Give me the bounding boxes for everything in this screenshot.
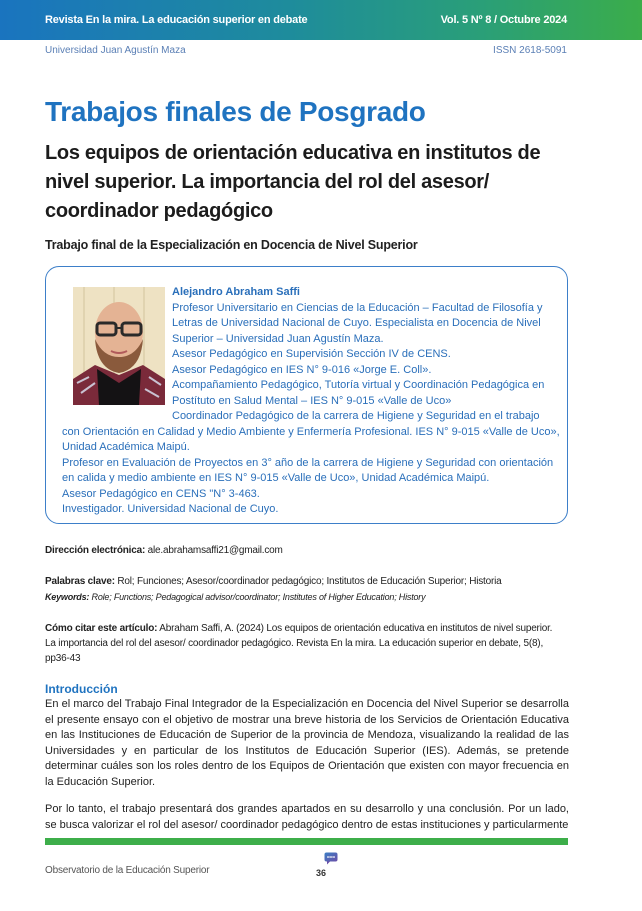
author-bio-line: Coordinador Pedagógico de la carrera de Higiene y Seguridad en el trabajo xyxy=(172,410,540,422)
issn: ISSN 2618-5091 xyxy=(493,45,567,56)
intro-heading: Introducción xyxy=(45,682,118,696)
section-title: Trabajos finales de Posgrado xyxy=(45,96,426,127)
article-title: Los equipos de orientación educativa en institutos de nivel superior. La importancia del rol del asesor/ coordinador pedagógico xyxy=(45,142,541,222)
author-bio-line: Asesor Pedagógico en CENS "N° 3-463. xyxy=(62,487,260,500)
footer-divider xyxy=(45,838,568,845)
email-line xyxy=(45,545,283,556)
author-name: Alejandro Abraham Saffi xyxy=(172,286,300,298)
citation-label: Cómo citar este artículo: xyxy=(45,623,158,634)
keywords-en-label: Keywords: xyxy=(45,592,90,602)
author-bio-line: Profesor en Evaluación de Proyectos en 3° año de la carrera de Higiene y Seguridad con orientación en calida y medio ambiente en IES N° 9-015 «Valle de Uco», Unidad Académica Maipú. xyxy=(62,456,554,484)
author-bio-line: con Orientación en Calidad y Medio Ambiente y Enfermería Profesional. IES N° 9-015 «Valle de Uco», Unidad Académica Maipú. xyxy=(62,425,560,453)
issue-info: Vol. 5 Nº 8 / Octubre 2024 xyxy=(440,14,567,26)
footer-observatory: Observatorio de la Educación Superior xyxy=(45,865,210,876)
keywords-en-line xyxy=(45,592,425,602)
author-bio xyxy=(62,285,562,518)
article-subtitle: Trabajo final de la Especialización en Docencia de Nivel Superior xyxy=(45,238,418,252)
author-bio-line: Asesor Pedagógico en Supervisión Sección IV de CENS. xyxy=(172,348,451,360)
keywords-value: Rol; Funciones; Asesor/coordinador pedagógico; Institutos de Educación Superior; Historia xyxy=(114,576,502,587)
journal-header-bar xyxy=(0,0,642,40)
author-bio-line: Investigador. Universidad Nacional de Cuyo. xyxy=(62,503,279,515)
author-bio-line: Acompañamiento Pedagógico, Tutoría virtual y Coordinación Pedagógica en Postítuto en Salud Mental – IES N° 9-015 «Valle de Uco» xyxy=(172,379,545,407)
journal-name: Revista En la mira. La educación superior en debate xyxy=(45,14,308,26)
citation-line xyxy=(45,621,565,666)
keywords-line xyxy=(45,576,502,587)
citation-value: Abraham Saffi, A. (2024) Los equipos de orientación educativa en institutos de nivel superior. La importancia del rol del asesor/ coordinador pedagógico. Revista En la mira. La educación superior en debate, 5(8), pp36-43 xyxy=(45,623,553,664)
keywords-en-value: Role; Functions; Pedagogical advisor/coordinator; Institutes of Higher Education; History xyxy=(89,592,426,602)
email-address[interactable]: ale.abrahamsaffi21@gmail.com xyxy=(145,545,283,556)
keywords-label: Palabras clave: xyxy=(45,576,115,587)
author-bio-line: Profesor Universitario en Ciencias de la Educación – Facultad de Filosofía y Letras de Universidad Nacional de Cuyo. Especialista en Docencia de Nivel Superior – Universidad Juan Agustín Maza. xyxy=(172,301,543,345)
chat-bubble-icon xyxy=(324,852,338,865)
email-label: Dirección electrónica: xyxy=(45,545,146,556)
intro-paragraph: En el marco del Trabajo Final Integrador de la Especialización en Docencia del Nivel Superior se desarrolla el presente ensayo con el objetivo de mostrar una breve historia de los Servicios de Orientación Educativa en las Instituciones de Educación de Superior de la provincia de Mendoza, visualizando la realidad de las Universidades y en particular de los Institutos de Educación Superior (IES). Además, se pretende determinar cuáles son los roles dentro de los Equipos de Orientación que existen con mayor frecuencia en la Educación Superior. xyxy=(45,698,569,788)
intro-paragraph: Por lo tanto, el trabajo presentará dos grandes apartados en su desarrollo y una conclusión. Por un lado, se busca valorizar el rol del asesor/ coordinador pedagógico dentro de estas instituciones y particularmente xyxy=(45,803,569,831)
university-name: Universidad Juan Agustín Maza xyxy=(45,45,186,56)
author-bio-line: Asesor Pedagógico en IES N° 9-016 «Jorge E. Coll». xyxy=(172,363,432,376)
page-number: 36 xyxy=(316,868,327,878)
